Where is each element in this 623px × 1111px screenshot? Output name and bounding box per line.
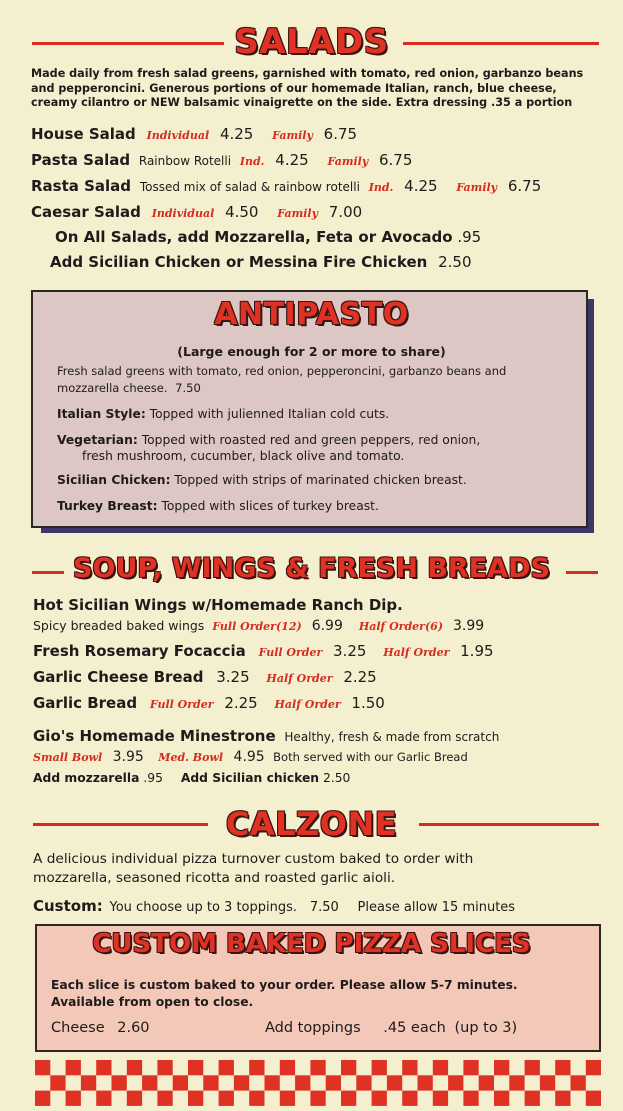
checker-square (418, 1075, 433, 1090)
minestrone-addons: Add mozzarella .95 Add Sicilian chicken 2.50 (33, 771, 351, 785)
checker-square (326, 1075, 341, 1090)
checker-square (509, 1075, 524, 1090)
calzone-custom: Custom: You choose up to 3 toppings. 7.50 Please allow 15 minutes (33, 897, 516, 915)
checker-square (66, 1091, 81, 1106)
checkerboard-border (35, 1060, 601, 1106)
heading-rule-left (32, 571, 64, 574)
checker-square (219, 1091, 234, 1106)
minestrone-pricing: Small Bowl 3.95 Med. Bowl 4.95 Both served with our Garlic Bread (33, 749, 468, 765)
antipasto-heading (0, 297, 623, 332)
checker-square (402, 1091, 417, 1106)
calzone-title: CALZONE (225, 805, 398, 843)
checker-square (463, 1091, 478, 1106)
checker-square (448, 1075, 463, 1090)
antipasto-desc-line1: Fresh salad greens with tomato, red onion, pepperoncini, garbanzo beans and (57, 364, 507, 378)
checker-square (35, 1060, 50, 1075)
salads-title: SALADS (234, 22, 389, 62)
checker-square (372, 1060, 387, 1075)
checker-square (356, 1075, 371, 1090)
checker-square (96, 1091, 111, 1106)
checker-square (555, 1060, 570, 1075)
checker-square (96, 1060, 111, 1075)
menu-item-hot-wings: Hot Sicilian Wings w/Homemade Ranch Dip. (33, 596, 403, 614)
menu-item-house-salad: House Salad Individual 4.25 Family 6.75 (31, 125, 358, 143)
checker-square (188, 1060, 203, 1075)
checker-square (433, 1060, 448, 1075)
menu-item-garlic-cheese-bread: Garlic Cheese Bread 3.25 Half Order 2.25 (33, 668, 377, 686)
checker-square (188, 1091, 203, 1106)
checker-square (586, 1091, 601, 1106)
menu-item-pasta-salad: Pasta Salad Rainbow Rotelli Ind. 4.25 Family 6.75 (31, 151, 413, 169)
heading-rule-left (32, 42, 224, 45)
calzone-heading (0, 805, 623, 843)
pizza-cheese-price: Cheese 2.60 (51, 1020, 150, 1036)
checker-square (249, 1091, 264, 1106)
checker-square (463, 1060, 478, 1075)
checker-square (157, 1091, 172, 1106)
antipasto-title: ANTIPASTO (214, 297, 409, 332)
checker-square (219, 1060, 234, 1075)
antipasto-vegetarian-line2: fresh mushroom, cucumber, black olive and tomato. (82, 449, 405, 463)
menu-item-minestrone: Gio's Homemade Minestrone Healthy, fresh & made from scratch (33, 727, 500, 745)
heading-rule-left (33, 823, 208, 826)
checker-square (310, 1060, 325, 1075)
pizza-desc-line1: Each slice is custom baked to your order. Please allow 5-7 minutes. (51, 978, 518, 992)
checker-square (372, 1091, 387, 1106)
checker-square (280, 1091, 295, 1106)
checker-square (112, 1075, 127, 1090)
salads-description: Made daily from fresh salad greens, garnished with tomato, red onion, garbanzo beans and pepperoncini. Generous portions of our homemade Italian, ranch, blue cheese, creamy cilantro or NEW balsamic vinaigrette on the side. Extra dressing .35 a portion (31, 67, 584, 109)
checker-square (494, 1060, 509, 1075)
antipasto-sicilian-chicken: Sicilian Chicken: Topped with strips of marinated chicken breast. (57, 473, 467, 487)
menu-item-focaccia: Fresh Rosemary Focaccia Full Order 3.25 Half Order 1.95 (33, 642, 494, 660)
antipasto-turkey-breast: Turkey Breast: Topped with slices of turkey breast. (57, 499, 379, 513)
checker-square (127, 1060, 142, 1075)
checker-square (295, 1075, 310, 1090)
checker-square (525, 1060, 540, 1075)
checker-square (387, 1075, 402, 1090)
checker-square (142, 1075, 157, 1090)
checker-square (50, 1075, 65, 1090)
menu-item-caesar-salad: Caesar Salad Individual 4.50 Family 7.00 (31, 203, 363, 221)
checker-square (479, 1075, 494, 1090)
pizza-title: CUSTOM BAKED PIZZA SLICES (92, 929, 531, 959)
antipasto-italian-style: Italian Style: Topped with julienned Italian cold cuts. (57, 407, 390, 421)
checker-square (203, 1075, 218, 1090)
checker-square (341, 1060, 356, 1075)
wings-pricing: Spicy breaded baked wings Full Order(12) 6.99 Half Order(6) 3.99 (33, 618, 485, 634)
salad-addon-chicken: Add Sicilian Chicken or Messina Fire Chicken 2.50 (50, 253, 472, 271)
checker-square (265, 1075, 280, 1090)
antipasto-desc-line2: mozzarella cheese. 7.50 (57, 381, 201, 395)
heading-rule-right (403, 42, 599, 45)
checker-square (525, 1091, 540, 1106)
salad-addon-cheese: On All Salads, add Mozzarella, Feta or Avocado .95 (55, 228, 482, 246)
checker-square (66, 1060, 81, 1075)
antipasto-vegetarian: Vegetarian: Topped with roasted red and green peppers, red onion, (57, 433, 481, 447)
checker-square (81, 1075, 96, 1090)
checker-square (586, 1060, 601, 1075)
checker-square (127, 1091, 142, 1106)
checker-square (540, 1075, 555, 1090)
soup-title: SOUP, WINGS & FRESH BREADS (73, 553, 550, 584)
checker-square (402, 1060, 417, 1075)
antipasto-subtitle: (Large enough for 2 or more to share) (177, 344, 446, 359)
calzone-desc-line1: A delicious individual pizza turnover custom baked to order with (33, 851, 474, 867)
pizza-desc-line2: Available from open to close. (51, 995, 254, 1009)
heading-rule-right (419, 823, 599, 826)
calzone-desc-line2: mozzarella, seasoned ricotta and roasted garlic aioli. (33, 870, 396, 886)
heading-rule-right (566, 571, 598, 574)
menu-item-rasta-salad: Rasta Salad Tossed mix of salad & rainbow rotelli Ind. 4.25 Family 6.75 (31, 177, 542, 195)
salads-heading (0, 22, 623, 62)
checker-square (494, 1091, 509, 1106)
checker-square (310, 1091, 325, 1106)
checker-square (280, 1060, 295, 1075)
pizza-toppings-price: Add toppings .45 each (up to 3) (265, 1020, 518, 1036)
soup-heading (0, 553, 623, 584)
checker-square (433, 1091, 448, 1106)
menu-item-garlic-bread: Garlic Bread Full Order 2.25 Half Order 1.50 (33, 694, 385, 712)
checker-square (157, 1060, 172, 1075)
checker-square (234, 1075, 249, 1090)
checker-square (249, 1060, 264, 1075)
checker-square (555, 1091, 570, 1106)
pizza-heading (0, 929, 623, 959)
checker-square (341, 1091, 356, 1106)
checker-square (173, 1075, 188, 1090)
checker-square (35, 1091, 50, 1106)
checker-square (571, 1075, 586, 1090)
